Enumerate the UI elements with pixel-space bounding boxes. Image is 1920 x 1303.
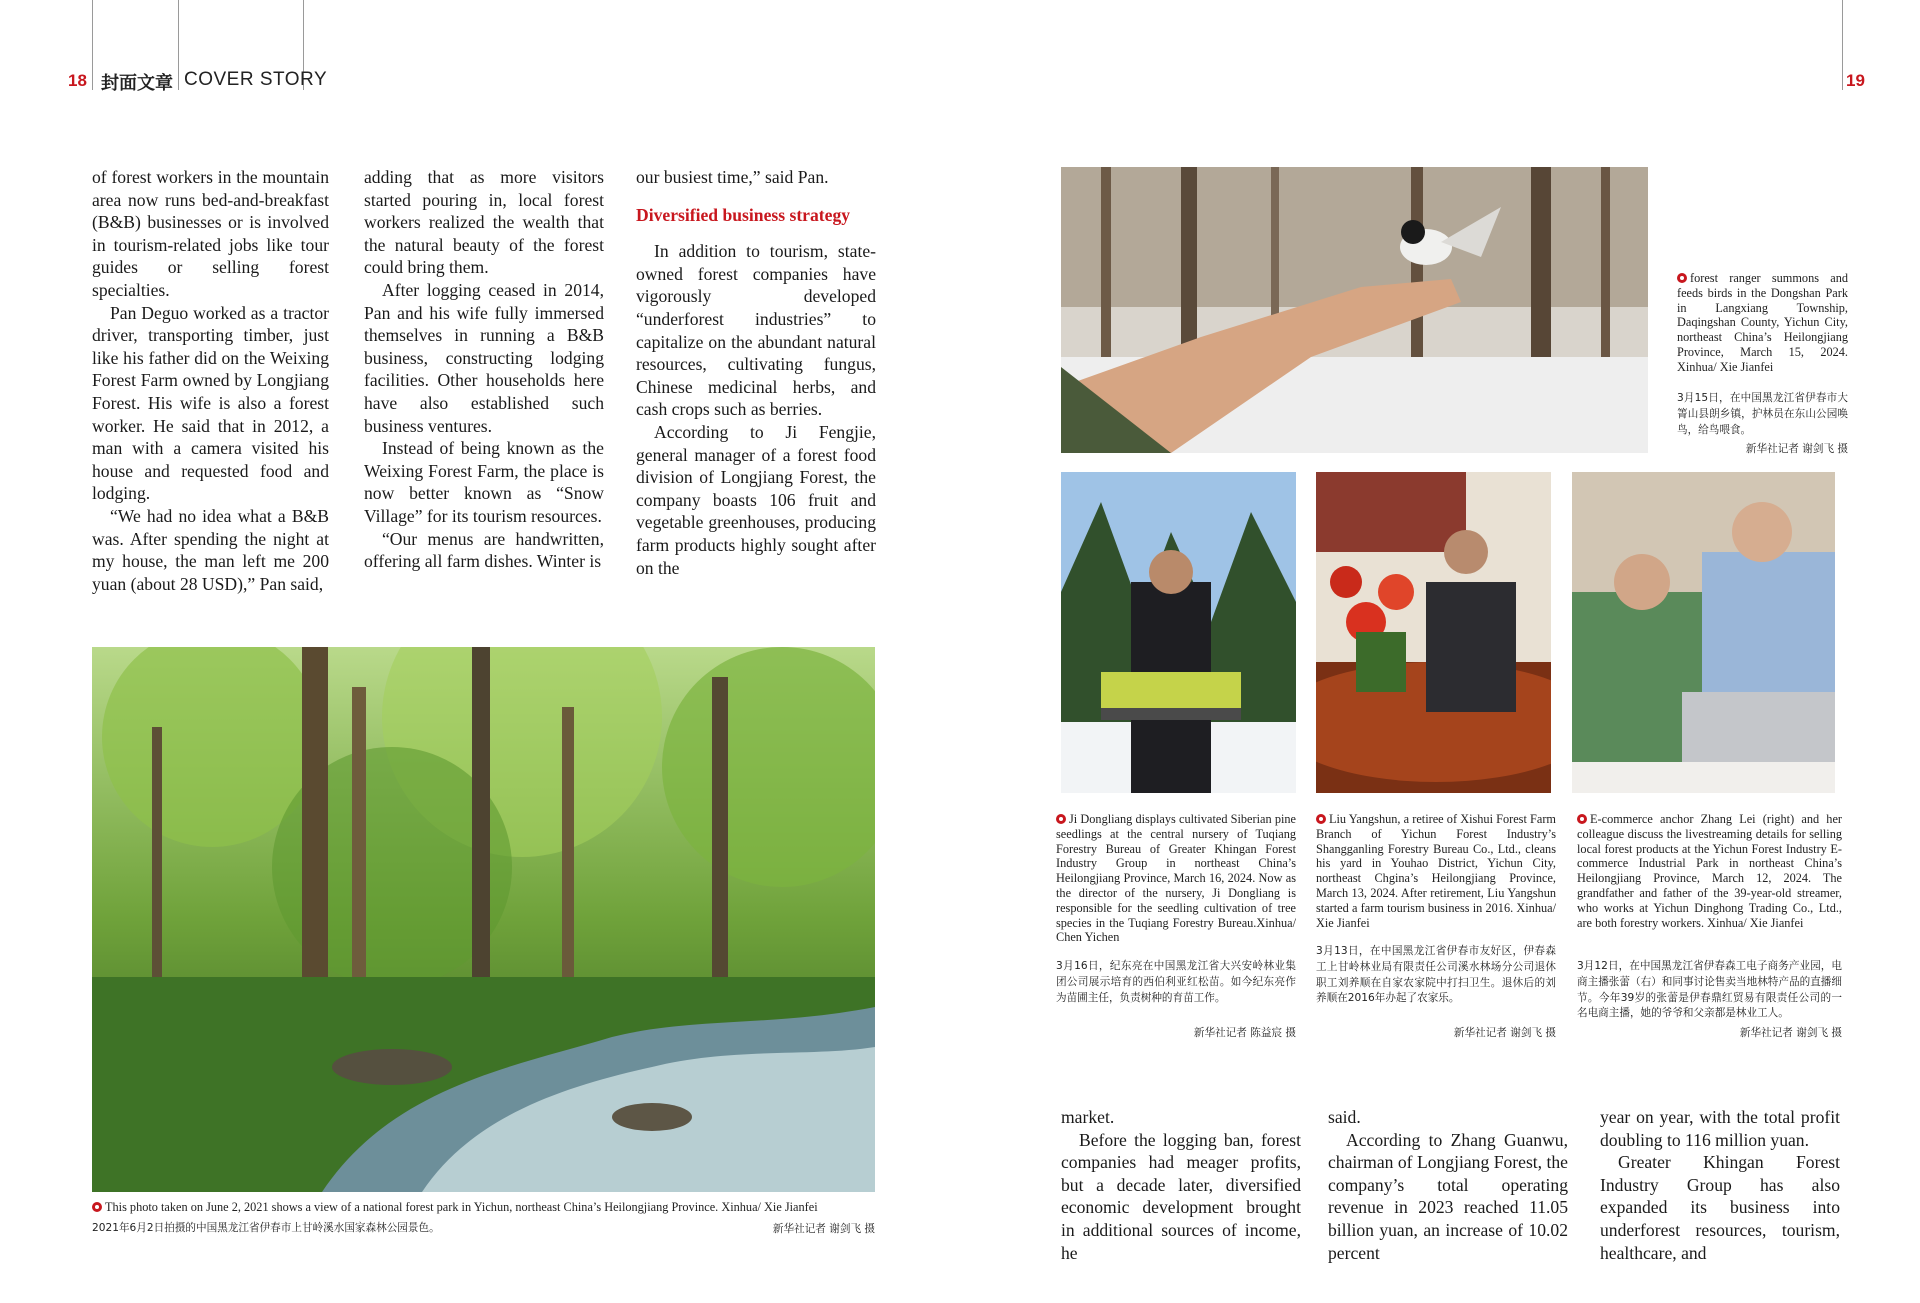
- article-column-3: [636, 166, 876, 579]
- yard-flowers-photo: [1316, 472, 1551, 793]
- paragraph: In addition to tourism, state-owned forest companies have vigorously developed “underforest industries” to capitalize on the abundant natural resources, cultivating fungus, Chinese medicinal herbs, and cash crops such as berries.: [636, 241, 876, 420]
- paragraph: Greater Khingan Forest Industry Group has also expanded its business into underforest resources, tourism, healthcare, and: [1600, 1152, 1840, 1263]
- livestream-credit: 新华社记者 谢剑飞 摄: [1739, 1027, 1842, 1039]
- caption-text: forest ranger summons and feeds birds in the Dongshan Park in Langxiang Township, Daqingshan County, Yichun City, northeast China’s Heilongjiang Province, March 15, 2024. Xinhua/ Xie Jianfei: [1677, 271, 1848, 374]
- seedlings-credit: 新华社记者 陈益宸 摄: [1193, 1027, 1296, 1039]
- paragraph: said.: [1328, 1107, 1361, 1127]
- paragraph: After logging ceased in 2014, Pan and his wife fully immersed themselves in running a B&B business, constructing lodging facilities. Other households here have also established such business ventures.: [364, 279, 604, 436]
- bird-feeding-photo: [1061, 167, 1648, 453]
- seedlings-photo: [1061, 472, 1296, 793]
- article-column-6: [1600, 1106, 1840, 1264]
- xinhua-logo-icon: [92, 1202, 102, 1212]
- forest-photo-caption: [92, 1200, 875, 1215]
- article-column-1: [92, 166, 329, 595]
- forest-photo-credit: 新华社记者 谢剑飞 摄: [772, 1223, 875, 1235]
- paragraph: of forest workers in the mountain area now runs bed-and-breakfast (B&B) businesses or is involved in tourism-related jobs like tour guides or selling forest specialties.: [92, 167, 329, 300]
- paragraph: our busiest time,” said Pan.: [636, 167, 829, 187]
- paragraph: Pan Deguo worked as a tractor driver, transporting timber, just like his father did on the Weixing Forest Farm owned by Longjiang Forest. His wife is also a forest worker. He said that in 2012, a man with a camera visited his house and requested food and lodging.: [92, 302, 329, 504]
- paragraph: “We had no idea what a B&B was. After spending the night at my house, the man left me 200 yuan (about 28 USD),” Pan said,: [92, 505, 329, 594]
- livestream-caption-cn: 3月12日，在中国黑龙江省伊春森工电子商务产业园，电商主播张蕾（右）和同事讨论售卖当地林特产品的直播细节。今年39岁的张蕾是伊春鼎红贸易有限责任公司的一名电商主播，她的爷爷和父亲都是林业工人。: [1577, 960, 1842, 1020]
- bird-photo-caption: [1677, 271, 1848, 375]
- yard-caption: [1316, 812, 1556, 930]
- header-rule-page19: [1842, 0, 1843, 90]
- livestream-photo: [1572, 472, 1835, 793]
- paragraph: adding that as more visitors started pouring in, local forest workers realized the wealth that the natural beauty of the forest could bring them.: [364, 167, 604, 278]
- caption-text: Liu Yangshun, a retiree of Xishui Forest Farm Branch of Yichun Forest Industry’s Shangganling Forestry Bureau Co., Ltd., cleans his yard in Youhao District, Yichun City, northeast Chgina’s Heilongjiang Province, March 13, 2024. After retirement, Liu Yangshun started a farm tourism business in 2016. Xinhua/ Xie Jianfei: [1316, 812, 1556, 930]
- paragraph: Before the logging ban, forest companies had meager profits, but a decade later, diversified economic development brought in additional sources of income, he: [1061, 1129, 1301, 1263]
- paragraph: year on year, with the total profit doubling to 116 million yuan.: [1600, 1107, 1840, 1150]
- xinhua-logo-icon: [1316, 814, 1326, 824]
- section-title-cn: 封面文章: [101, 73, 173, 94]
- caption-text: This photo taken on June 2, 2021 shows a view of a national forest park in Yichun, northeast China’s Heilongjiang Province. Xinhua/ Xie Jianfei: [105, 1200, 818, 1214]
- caption-text: E-commerce anchor Zhang Lei (right) and her colleague discuss the livestreaming details for selling local forest products at the Yichun Forest Industry E-commerce Industrial Park in northeast China’s Heilongjiang Province, March 12, 2024. The grandfather and father of the 39-year-old streamer, who works at Yichun Dinghong Trading Co., Ltd., are both forestry workers. Xinhua/ Xie Jianfei: [1577, 812, 1842, 930]
- forest-photo-caption-cn: 2021年6月2日拍摄的中国黑龙江省伊春市上甘岭溪水国家森林公园景色。: [92, 1222, 440, 1234]
- page-number-right: 19: [1846, 71, 1865, 90]
- bird-photo-caption-cn: 3月15日，在中国黑龙江省伊春市大箐山县朗乡镇，护林员在东山公园唤鸟，给鸟喂食。: [1677, 392, 1848, 436]
- paragraph: According to Ji Fengjie, general manager of a forest food division of Longjiang Forest, the company boasts 106 fruit and vegetable greenhouses, producing farm products highly sought after on the: [636, 421, 876, 578]
- article-column-2: [364, 166, 604, 573]
- yard-credit: 新华社记者 谢剑飞 摄: [1453, 1027, 1556, 1039]
- paragraph: “Our menus are handwritten, offering all farm dishes. Winter is: [364, 528, 604, 572]
- header-rule-left: [92, 0, 93, 90]
- xinhua-logo-icon: [1056, 814, 1066, 824]
- seedlings-caption-cn: 3月16日，纪东亮在中国黑龙江省大兴安岭林业集团公司展示培育的西伯利亚红松苗。如今纪东亮作为苗圃主任，负责树种的育苗工作。: [1056, 960, 1296, 1004]
- forest-stream-photo: [92, 647, 875, 1192]
- section-title-en: COVER STORY: [184, 69, 328, 90]
- xinhua-logo-icon: [1677, 273, 1687, 283]
- yard-caption-cn: 3月13日，在中国黑龙江省伊春市友好区，伊春森工上甘岭林业局有限责任公司溪水林场分公司退休职工刘养顺在自家农家院中打扫卫生。退休后的刘养顺在2016年办起了农家乐。: [1316, 945, 1556, 1005]
- paragraph: Instead of being known as the Weixing Forest Farm, the place is now better known as “Snow Village” for its tourism resources.: [364, 438, 604, 526]
- article-column-4: [1061, 1106, 1301, 1264]
- xinhua-logo-icon: [1577, 814, 1587, 824]
- bird-photo-credit: 新华社记者 谢剑飞 摄: [1745, 443, 1848, 455]
- page-number-left: 18: [68, 71, 87, 90]
- livestream-caption: [1577, 812, 1842, 930]
- subheading: Diversified business strategy: [636, 204, 851, 225]
- paragraph: According to Zhang Guanwu, chairman of Longjiang Forest, the company’s total operating revenue in 2023 reached 11.05 billion yuan, an increase of 10.02 percent: [1328, 1129, 1568, 1263]
- caption-text: Ji Dongliang displays cultivated Siberian pine seedlings at the central nursery of Tuqiang Forestry Bureau of Greater Khingan Forest Industry Group in northeast China’s Heilongjiang Province, March 16, 2024. Now as the director of the nursery, Ji Dongliang is responsible for the seedling cultivation of tree species in the Tuqiang Forestry Bureau.Xinhua/ Chen Yichen: [1056, 812, 1296, 945]
- article-column-5: [1328, 1106, 1568, 1264]
- seedlings-caption: [1056, 812, 1296, 945]
- paragraph: market.: [1061, 1107, 1115, 1127]
- header-rule-mid: [178, 0, 179, 90]
